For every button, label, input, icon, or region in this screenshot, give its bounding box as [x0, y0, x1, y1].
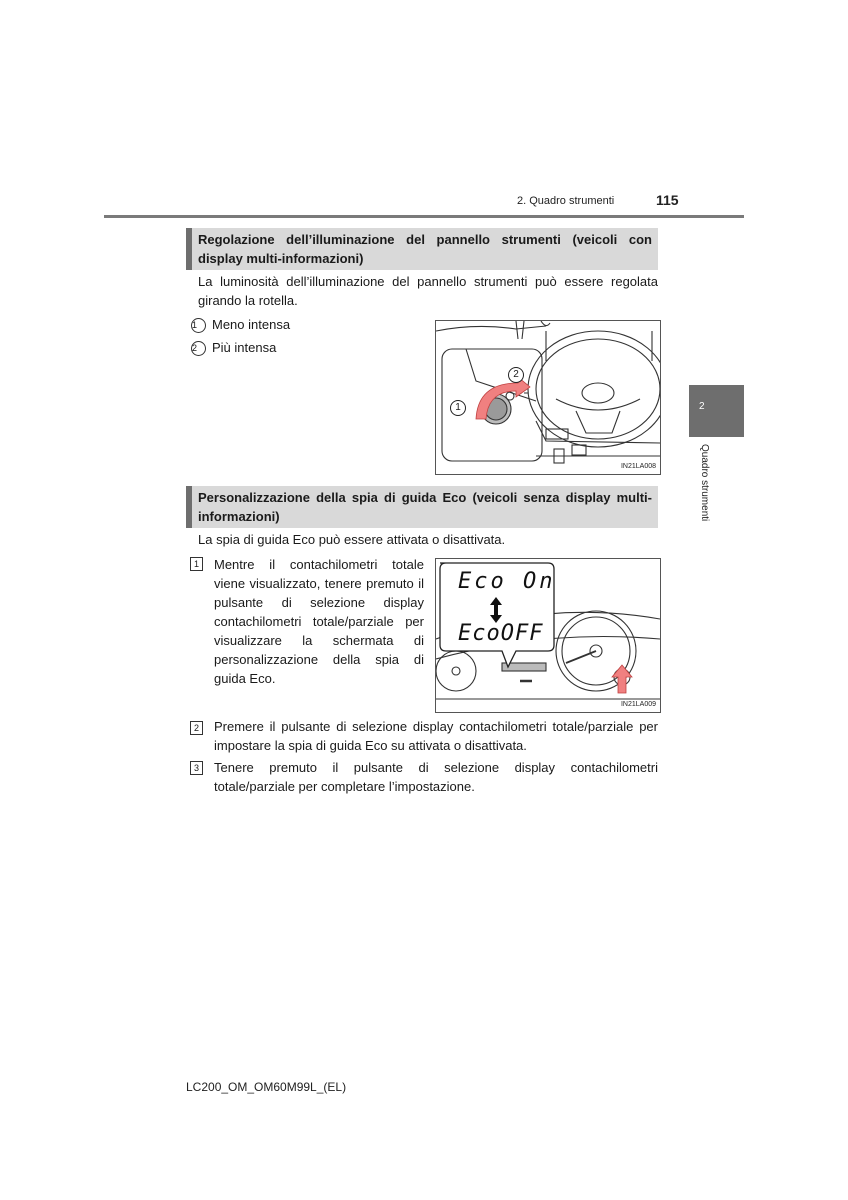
step-text: Mentre il contachilometri totale viene visualizzato, tenere premuto il pulsante di selezione display contachilometri totale/parziale per visualizzare la schermata di personalizzazione della spia di guida Eco. — [214, 557, 424, 686]
section-heading-eco: Personalizzazione della spia di guida Eco (veicoli senza display multi-informazioni) — [186, 486, 658, 528]
chapter-side-tab-number: 2 — [699, 401, 705, 412]
eco-on-display: Eco On — [458, 569, 556, 594]
step-marker: 3 — [190, 761, 203, 775]
section-paragraph-illumination: La luminosità dell’illuminazione del pannello strumenti può essere regolata girando la rotella. — [198, 274, 658, 308]
eco-off-display: EcoOFF — [458, 621, 544, 646]
item-marker: 1 — [191, 318, 206, 333]
chapter-side-tab — [689, 385, 744, 437]
section-heading-illumination: Regolazione dell’illuminazione del pannello strumenti (veicoli con display multi-informazioni) — [186, 228, 658, 270]
footer-document-code: LC200_OM_OM60M99L_(EL) — [186, 1080, 347, 1094]
figure-eco-display — [435, 558, 661, 713]
step-marker: 1 — [190, 557, 203, 571]
item-text: Meno intensa — [212, 317, 291, 332]
list-item — [191, 338, 276, 357]
page-number: 115 — [656, 192, 679, 208]
callout-1: 1 — [450, 400, 466, 416]
figure-code: IN21LA009 — [620, 701, 656, 708]
step-text: Premere il pulsante di selezione display contachilometri totale/parziale per impostare la spia di guida Eco su attivata o disattivata. — [214, 719, 658, 753]
list-item — [191, 315, 290, 334]
header-rule — [104, 215, 744, 218]
step-marker: 2 — [190, 721, 203, 735]
dashboard-dial-illustration — [436, 321, 660, 474]
chapter-side-label: Quadro strumenti — [699, 444, 710, 522]
figure-code: IN21LA008 — [620, 463, 656, 470]
step-text: Tenere premuto il pulsante di selezione display contachilometri totale/parziale per completare l’impostazione. — [214, 760, 658, 794]
figure-dimmer-dial — [435, 320, 661, 475]
callout-2: 2 — [508, 367, 524, 383]
section-paragraph-eco: La spia di guida Eco può essere attivata o disattivata. — [198, 532, 506, 547]
item-text: Più intensa — [212, 340, 277, 355]
header-chapter-title: 2. Quadro strumenti — [517, 195, 615, 207]
item-marker: 2 — [191, 341, 206, 356]
